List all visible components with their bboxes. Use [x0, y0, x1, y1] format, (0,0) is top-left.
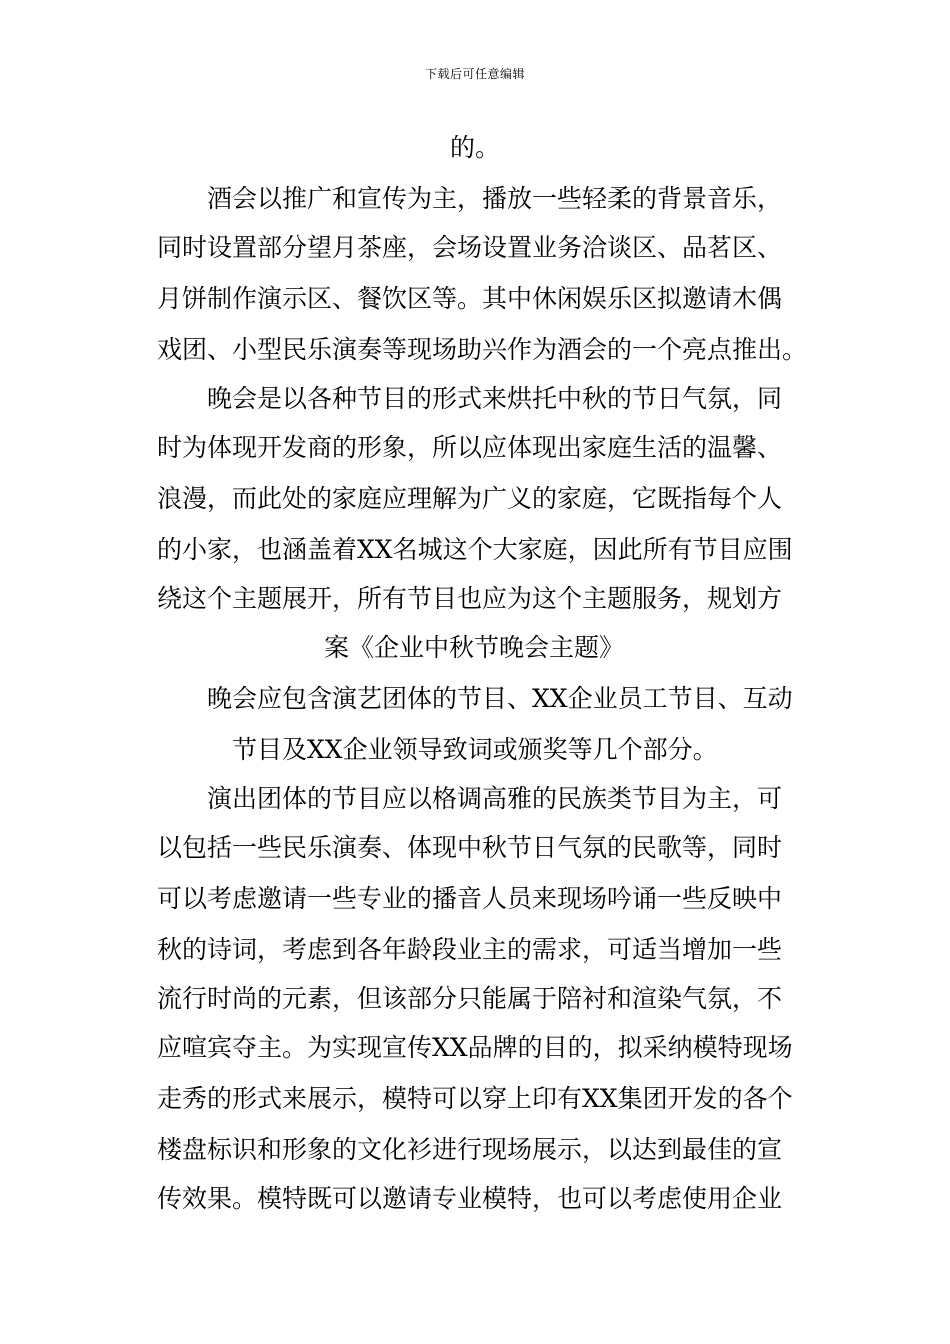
page-header: 下载后可任意编辑 [424, 67, 525, 81]
